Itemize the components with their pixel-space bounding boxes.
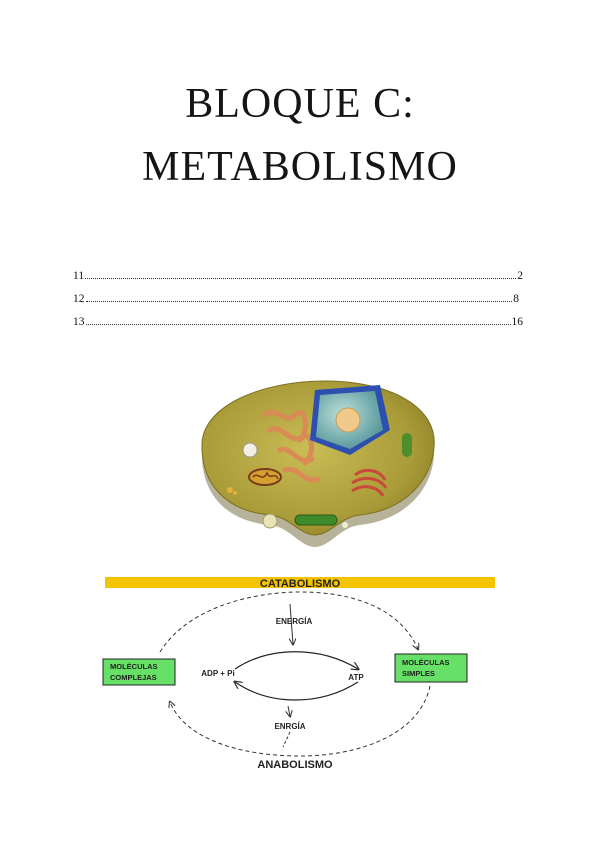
toc-entry-page: 2 [517, 270, 523, 282]
cell-illustration [190, 375, 440, 565]
atp-hydrolysis-arrow [235, 682, 358, 700]
atp-label: ATP [348, 673, 364, 682]
toc-entry-number: 12 [73, 293, 85, 305]
toc-entry[interactable] [73, 293, 519, 305]
toc-entry-page: 8 [513, 293, 519, 305]
anabolism-arrow [170, 686, 430, 756]
title-line-1: BLOQUE C: [185, 81, 415, 127]
toc-leader [85, 277, 516, 279]
toc-entry[interactable] [73, 316, 523, 328]
catabolismo-label: CATABOLISMO [259, 578, 341, 590]
complejas-line-2: COMPLEJAS [110, 673, 157, 682]
toc-entry[interactable] [73, 270, 523, 282]
energia-bottom-label: ENRGÍA [274, 722, 306, 731]
simples-line-2: SIMPLES [402, 669, 435, 678]
metabolism-diagram [100, 574, 500, 774]
toc-entry-page: 16 [511, 316, 523, 328]
toc-entry-number: 13 [73, 316, 85, 328]
toc-leader [86, 323, 511, 325]
toc-leader [86, 300, 513, 302]
title-line-2: METABOLISMO [142, 144, 458, 190]
toc-entry-number: 11 [73, 270, 85, 282]
complejas-line-1: MOLÉCULAS [110, 662, 158, 671]
simples-line-1: MOLÉCULAS [402, 658, 450, 667]
energia-top-label: ENERGÍA [275, 617, 313, 626]
energy-out-tail [283, 732, 290, 747]
anabolismo-label: ANABOLISMO [257, 759, 333, 771]
energy-out-arrow [288, 706, 290, 716]
atp-synthesis-arrow [235, 652, 358, 669]
adp-label: ADP + Pi [201, 669, 235, 678]
